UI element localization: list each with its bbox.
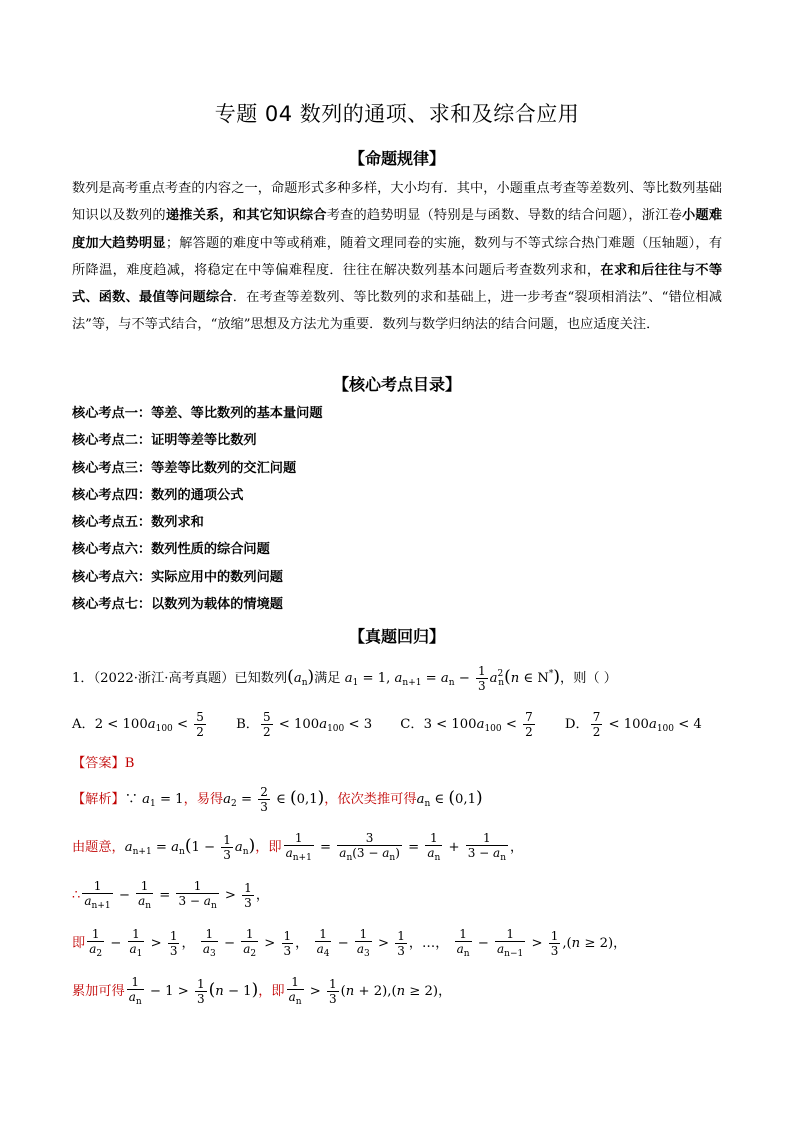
analysis-line-1 [72, 786, 483, 813]
rules-bold-3: 在求和后往往与不等式、函数、最值等问题综合 [72, 262, 723, 306]
question-1-formula: $a_1 = 1$, $a_{n+1} = a_n$ − $\frac{1}{3}$ $a^2_n(n$ ∈ N*) [344, 664, 561, 693]
toc-item: 核心考点七：以数列为载体的情境题 [72, 597, 283, 613]
answer-value: B [124, 756, 135, 771]
answer-line [72, 752, 134, 771]
section-heading-toc: 【核心考点目录】 [332, 375, 461, 394]
math-paren: ( [287, 667, 294, 687]
math-therefore: ∴ [72, 888, 81, 903]
option-c: C．$3 < 100a_{100}$ < $\frac{7}{2}$ [400, 710, 533, 739]
rules-bold-1: 递推关系，和其它知识综合 [165, 208, 327, 224]
analysis-text: ，即 [255, 840, 282, 855]
math-expr: $a_{n+1} = a_n(1$ − $\frac{1}{3}$ $a_n$) [124, 833, 256, 862]
math-expr: $\frac{1}{a_n}$ > $\frac{1}{3}$ (n + 2),(n ≥ 2)， [288, 975, 452, 1007]
analysis-line-2 [72, 832, 523, 863]
question-1-mid: 满足 [314, 671, 341, 686]
section-heading-real-questions: 【真题回归】 [348, 627, 445, 646]
fraction: $\frac{1}{3}$ [478, 664, 486, 693]
option-a: A．$2 < 100a_{100}$ < $\frac{5}{2}$ [72, 710, 204, 739]
toc-item: 核心考点三：等差等比数列的交汇问题 [72, 460, 297, 476]
analysis-text: ，依次类推可得 [324, 792, 417, 807]
toc-item: 核心考点六：数列性质的综合问题 [72, 542, 270, 558]
toc-item: 核心考点一：等差、等比数列的基本量问题 [72, 406, 323, 421]
math-paren: ) [307, 667, 315, 687]
section-heading-rules: 【命题规律】 [348, 149, 445, 168]
question-1 [72, 665, 617, 692]
toc-item: 核心考点六：实际应用中的数列问题 [72, 569, 283, 585]
math-expr: $\frac{1}{a_2}$ − $\frac{1}{a_1}$ > $\frac{1}{3}$ ， $\frac{1}{a_3}$ − $\frac{1}{a_2}$ > $\frac{1}{3}$ ， $\frac{1}{a_4}$ − $\frac{1}{a_3}$ > $\frac{1}{3}$ ，…， $\frac{1}{a_n}$ − $\frac{1}{a_{n-1}}$ > $\frac{1}{3}$ ,(n ≥ 2)， [89, 927, 627, 959]
math-sub: n [301, 678, 308, 688]
toc-item: 核心考点四：数列的通项公式 [72, 487, 244, 503]
toc-item: 核心考点二：证明等差等比数列 [72, 433, 257, 449]
rules-bold-2: 小题难度加大趋势明显 [72, 208, 723, 251]
document-title: 专题 04 数列的通项、求和及综合应用 [214, 102, 580, 126]
analysis-text: ，易得 [183, 792, 224, 807]
math-expr: $a_n$ ∈ (0,1) [416, 788, 483, 809]
option-d: D． $\frac{7}{2}$ < $100a_{100} < 4$ [564, 710, 702, 739]
math-expr: $\frac{1}{a_n}$ − 1 > $\frac{1}{3}$ (n − 1) [128, 975, 259, 1007]
math-expr: $a_2$ = $\frac{2}{3}$ ∈ (0,1) [223, 785, 325, 814]
analysis-text: 即 [72, 936, 86, 951]
rules-text-4: ．在考查等差数列、等比数列的求和基础上，进一步考查“裂项相消法”、“错位相减法”等，与不等式结合，“放缩”思想及方法尤为重要．数列与数学归纳法的结合问题，也应适度关注． [72, 290, 722, 333]
analysis-line-3 [72, 880, 269, 911]
math-because: ∵ $a_1 = 1$ [124, 792, 184, 809]
option-b: B． $\frac{5}{2}$ < $100a_{100} < 3$ [236, 710, 373, 739]
analysis-text: 累加可得 [72, 984, 125, 999]
analysis-line-4 [72, 928, 626, 959]
question-1-options [72, 711, 726, 738]
question-1-prefix: 1．（2022·浙江·高考真题）已知数列 [72, 671, 288, 686]
math-expr: $\frac{1}{a_{n+1}}$ − $\frac{1}{a_n}$ = $\frac{1}{3 - a_n}$ > $\frac{1}{3}$ ， [84, 879, 269, 911]
rules-text-1: 数列是高考重点考查的内容之一，命题形式多种多样，大小均有．其中，小题重点考查等差数列、等比数列基础知识以及数列的 [72, 181, 722, 224]
rules-text-3: ；解答题的难度中等或稍难，随着文理同卷的实施，数列与不等式综合热门难题（压轴题），有所降温，难度趋减，将稳定在中等偏难程度．往往在解决数列基本问题后考查数列求和， [72, 235, 723, 278]
question-1-suffix: ，则（ ） [560, 671, 617, 686]
analysis-line-5 [72, 976, 451, 1007]
analysis-tag: 【解析】 [72, 792, 125, 807]
analysis-text: ，即 [258, 984, 285, 999]
math-var: a [293, 671, 302, 686]
rules-paragraph [72, 175, 722, 339]
math-expr: $\frac{1}{a_{n+1}}$ = $\frac{3}{a_n(3 - a_n)}$ = $\frac{1}{a_n}$ + $\frac{1}{3 - a_n}$ ， [285, 831, 524, 863]
answer-tag: 【答案】 [72, 756, 125, 771]
rules-text-2: 考查的趋势明显（特别是与函数、导数的结合问题），浙江卷 [326, 208, 683, 224]
toc-item: 核心考点五：数列求和 [72, 515, 204, 531]
analysis-text: 由题意， [72, 840, 125, 855]
core-topics-list [72, 400, 722, 618]
